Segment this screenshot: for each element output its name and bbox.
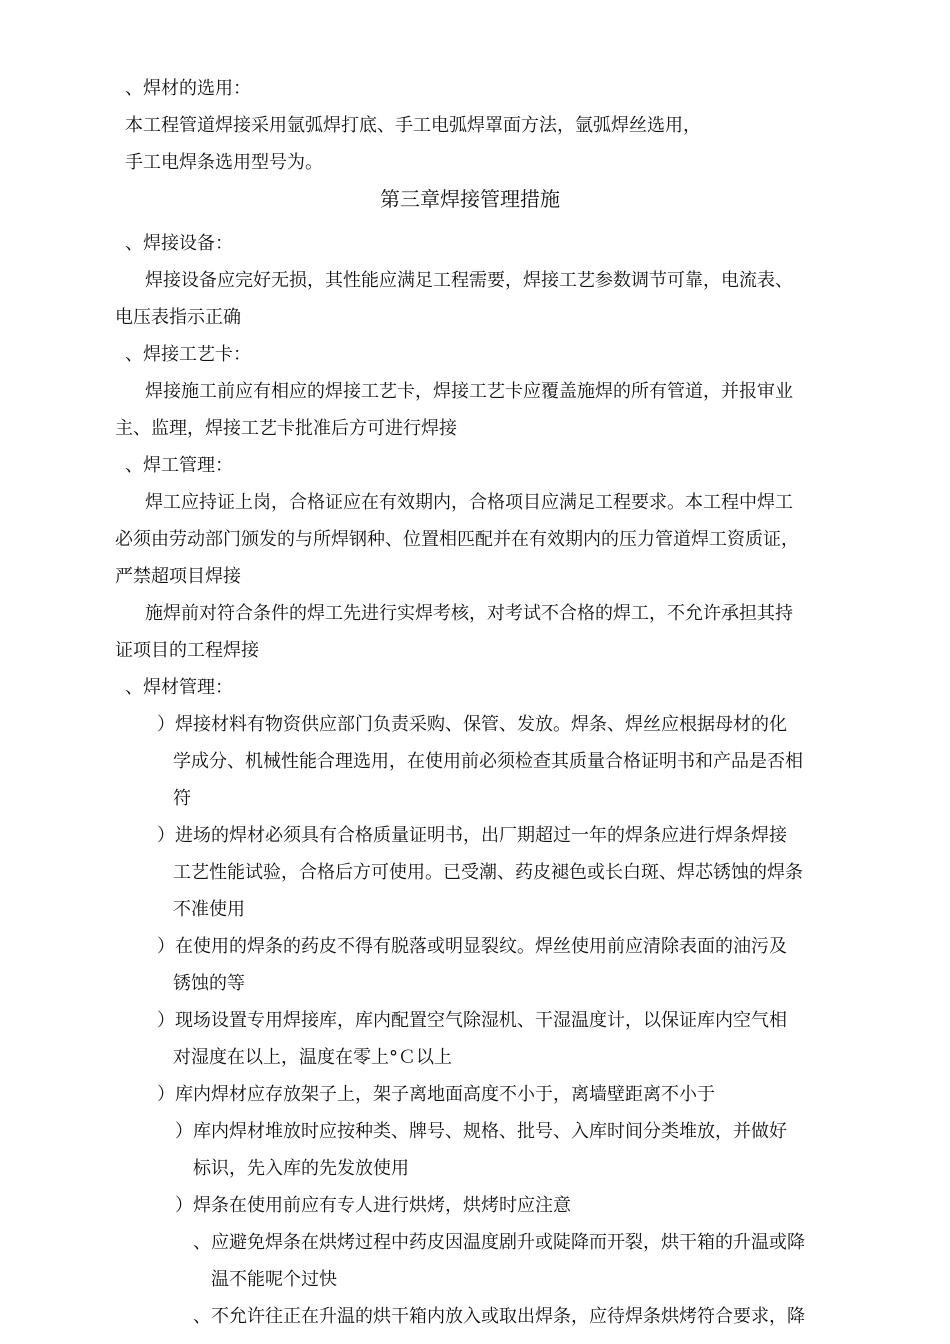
list-item-line: ）现场设置专用焊接库，库内配置空气除湿机、干湿温度计，以保证库内空气相 [157, 1010, 787, 1031]
list-item-line: 标识，先入库的先发放使用 [193, 1158, 409, 1179]
sublist-item-line: 、不允许往正在升温的烘干箱内放入或取出焊条，应待焊条烘烤符合要求，降 [193, 1306, 805, 1327]
paragraph-line: 施焊前对符合条件的焊工先进行实焊考核，对考试不合格的焊工，不允许承担其持 [145, 603, 793, 624]
list-item-line: ）焊条在使用前应有专人进行烘烤，烘烤时应注意 [175, 1195, 571, 1216]
section-heading-filler-management: 、焊材管理： [125, 677, 233, 698]
paragraph-line: 焊接施工前应有相应的焊接工艺卡，焊接工艺卡应覆盖施焊的所有管道，并报审业 [145, 381, 793, 402]
paragraph-line: 必须由劳动部门颁发的与所焊钢种、位置相匹配并在有效期内的压力管道焊工资质证， [115, 529, 799, 550]
paragraph-line: 手工电焊条选用型号为。 [125, 152, 323, 173]
list-item-line: ）在使用的焊条的药皮不得有脱落或明显裂纹。焊丝使用前应清除表面的油污及 [157, 936, 787, 957]
section-heading-welder-management: 、焊工管理： [125, 455, 233, 476]
section-heading-equipment: 、焊接设备： [125, 233, 233, 254]
section-heading-procedure-card: 、焊接工艺卡： [125, 344, 251, 365]
paragraph-line: 严禁超项目焊接 [115, 566, 241, 587]
list-item-line: 工艺性能试验，合格后方可使用。已受潮、药皮褪色或长白斑、焊芯锈蚀的焊条 [173, 862, 803, 883]
paragraph-line: 证项目的工程焊接 [115, 640, 259, 661]
list-item-line: ）焊接材料有物资供应部门负责采购、保管、发放。焊条、焊丝应根据母材的化 [157, 714, 787, 735]
list-item-line: 对湿度在以上，温度在零上°Ｃ以上 [173, 1047, 452, 1068]
paragraph-line: 焊工应持证上岗，合格证应在有效期内，合格项目应满足工程要求。本工程中焊工 [145, 492, 793, 513]
paragraph-line: 主、监理，焊接工艺卡批准后方可进行焊接 [115, 418, 457, 439]
chapter-title: 第三章焊接管理措施 [380, 187, 560, 211]
list-item-line: 锈蚀的等 [173, 973, 245, 994]
sublist-item-line: 、应避免焊条在烘烤过程中药皮因温度剧升或陡降而开裂，烘干箱的升温或降 [193, 1232, 805, 1253]
list-item-line: 不准使用 [173, 899, 245, 920]
paragraph-line: 本工程管道焊接采用氩弧焊打底、手工电弧焊罩面方法，氩弧焊丝选用， [125, 115, 701, 136]
list-item-line: ）库内焊材堆放时应按种类、牌号、规格、批号、入库时间分类堆放，并做好 [175, 1121, 787, 1142]
paragraph-line: 电压表指示正确 [115, 307, 241, 328]
sublist-item-line: 温不能呢个过快 [211, 1269, 337, 1290]
list-item-line: 符 [173, 788, 191, 809]
list-item-line: 学成分、机械性能合理选用，在使用前必须检查其质量合格证明书和产品是否相 [173, 751, 803, 772]
paragraph-line: 焊接设备应完好无损，其性能应满足工程需要，焊接工艺参数调节可靠，电流表、 [145, 270, 793, 291]
section-heading-filler-selection: 、焊材的选用： [125, 78, 251, 99]
list-item-line: ）进场的焊材必须具有合格质量证明书，出厂期超过一年的焊条应进行焊条焊接 [157, 825, 787, 846]
list-item-line: ）库内焊材应存放架子上，架子离地面高度不小于，离墙壁距离不小于 [157, 1084, 715, 1105]
